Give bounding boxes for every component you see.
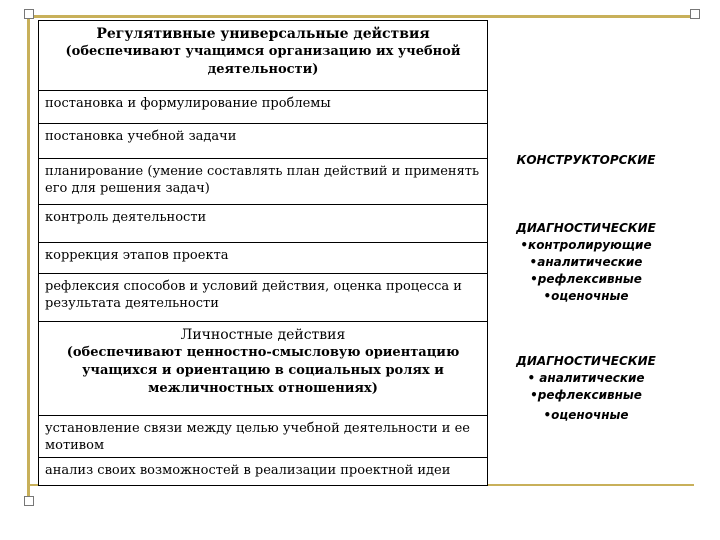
personal-header xyxy=(39,321,487,415)
side-list-item: •рефлексивные xyxy=(530,388,642,402)
side-block-constructive xyxy=(496,152,676,169)
frame-top-line xyxy=(30,15,694,18)
frame-corner xyxy=(24,496,34,506)
table-row: постановка учебной задачи xyxy=(39,123,487,158)
side-list-item: •оценочные xyxy=(543,289,629,303)
regulatory-subtitle: (обеспечивают учащимся организацию их учебной деятельности) xyxy=(65,44,461,77)
side-list-item: •контролирующие xyxy=(520,238,652,252)
table-row: анализ своих возможностей в реализации проектной идеи xyxy=(39,457,487,485)
side-heading: ДИАГНОСТИЧЕСКИЕ xyxy=(516,221,656,235)
frame-left-line xyxy=(27,12,30,500)
side-list-item: •аналитические xyxy=(529,255,643,269)
frame-corner xyxy=(24,9,34,19)
side-list-item: •оценочные xyxy=(543,408,629,422)
side-heading: КОНСТРУКТОРСКИЕ xyxy=(516,153,656,167)
table-row: постановка и формулирование проблемы xyxy=(39,90,487,123)
personal-subtitle: (обеспечивают ценностно-смысловую ориентацию учащихся и ориентацию в социальных ролях и межличностных отношениях) xyxy=(66,345,460,396)
table-row: рефлексия способов и условий действия, оценка процесса и результата деятельности xyxy=(39,273,487,321)
frame-corner xyxy=(690,9,700,19)
regulatory-title: Регулятивные универсальные действия xyxy=(96,26,430,42)
side-list-item: • аналитические xyxy=(527,371,645,385)
table-row: контроль деятельности xyxy=(39,204,487,242)
side-block-diagnostic-1 xyxy=(496,220,676,305)
table-row: коррекция этапов проекта xyxy=(39,242,487,273)
actions-table xyxy=(38,20,488,486)
table-row: планирование (умение составлять план действий и применять его для решения задач) xyxy=(39,158,487,204)
side-block-diagnostic-2 xyxy=(496,353,676,424)
personal-title: Личностные действия xyxy=(180,327,346,343)
regulatory-header xyxy=(39,20,487,90)
table-row: установление связи между целью учебной деятельности и ее мотивом xyxy=(39,415,487,457)
side-list-item: •рефлексивные xyxy=(530,272,642,286)
side-heading: ДИАГНОСТИЧЕСКИЕ xyxy=(516,354,656,368)
